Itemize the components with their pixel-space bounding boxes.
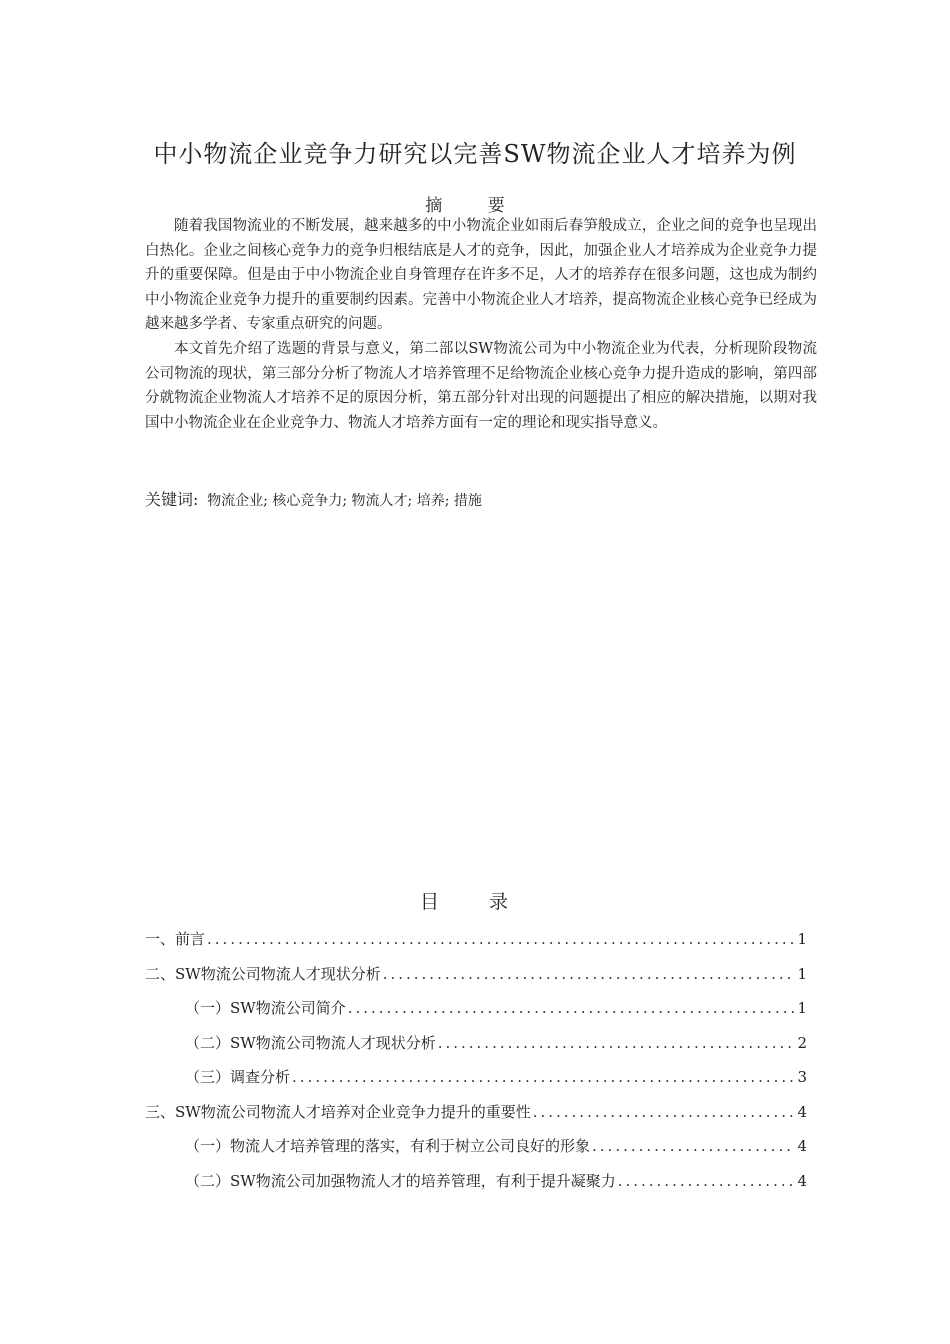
toc-entry-label: 三、SW物流公司物流人才培养对企业竞争力提升的重要性: [145, 1102, 531, 1121]
abstract-body: [145, 214, 817, 435]
toc-leader-dots: [383, 965, 795, 983]
keywords-line: [145, 487, 817, 510]
document-title: 中小物流企业竞争力研究以完善SW物流企业人才培养为例: [153, 140, 797, 168]
abstract-paragraph: 本文首先介绍了选题的背景与意义，第二部以SW物流公司为中小物流企业为代表，分析现阶段物流公司物流的现状，第三部分分析了物流人才培养管理不足给物流企业核心竞争力提升造成的影响，第四部分就物流企业物流人才培养不足的原因分析，第五部分针对出现的问题提出了相应的解决措施，以期对我国中小物流企业在企业竞争力、物流人才培养方面有一定的理论和现实指导意义。: [145, 340, 817, 431]
toc-subentry[interactable]: [145, 1032, 807, 1067]
toc-page-number: 1: [797, 999, 807, 1017]
toc-page-number: 4: [797, 1102, 807, 1121]
toc-entry-label: （三）调查分析: [185, 1068, 291, 1086]
toc-subentry[interactable]: [145, 1135, 807, 1170]
toc-entry[interactable]: [145, 963, 807, 998]
toc-subentry[interactable]: [145, 1066, 807, 1101]
keywords-text: 物流企业; 核心竞争力; 物流人才; 培养; 措施: [207, 493, 482, 509]
toc-entry-label: （一）物流人才培养管理的落实，有利于树立公司良好的形象: [185, 1137, 591, 1155]
toc-entry-label: （二）SW物流公司加强物流人才的培养管理，有利于提升凝聚力: [185, 1171, 616, 1190]
toc-page-number: 1: [797, 930, 807, 948]
toc-entry-label: （二）SW物流公司物流人才现状分析: [185, 1033, 436, 1052]
toc-subentry[interactable]: [145, 997, 807, 1032]
toc-page-number: 2: [797, 1033, 807, 1052]
toc-page-number: 3: [797, 1068, 807, 1086]
toc-page-number: 1: [797, 964, 807, 983]
toc-page-number: 4: [797, 1171, 807, 1190]
keywords-label: 关键词:: [145, 490, 199, 509]
toc-leader-dots: [592, 1137, 795, 1155]
toc-subentry[interactable]: [145, 1170, 807, 1205]
toc-page-number: 4: [797, 1137, 807, 1155]
toc-leader-dots: [533, 1103, 795, 1121]
toc-entry-label: 二、SW物流公司物流人才现状分析: [145, 964, 381, 983]
toc-entry-label: （一）SW物流公司简介: [185, 999, 346, 1017]
toc-leader-dots: [438, 1034, 795, 1052]
abstract-paragraph: 随着我国物流业的不断发展，越来越多的中小物流企业如雨后春笋般成立，企业之间的竞争也呈现出白热化。企业之间核心竞争力的竞争归根结底是人才的竞争，因此，加强企业人才培养成为企业竞争力提升的重要保障。但是由于中小物流企业自身管理存在许多不足，人才的培养存在很多问题，这也成为制约中小物流企业竞争力提升的重要制约因素。完善中小物流企业人才培养，提高物流企业核心竞争已经成为越来越多学者、专家重点研究的问题。: [145, 218, 817, 333]
toc-leader-dots: [348, 999, 795, 1017]
toc-heading: 目 录: [419, 891, 531, 913]
toc-entry-label: 一、前言: [145, 930, 206, 948]
toc-entry[interactable]: [145, 928, 807, 963]
toc-entry[interactable]: [145, 1101, 807, 1136]
toc-leader-dots: [292, 1068, 795, 1086]
abstract-heading: 摘 要: [425, 196, 525, 216]
toc-leader-dots: [618, 1172, 795, 1190]
table-of-contents: [145, 928, 807, 1204]
toc-leader-dots: [207, 930, 795, 948]
